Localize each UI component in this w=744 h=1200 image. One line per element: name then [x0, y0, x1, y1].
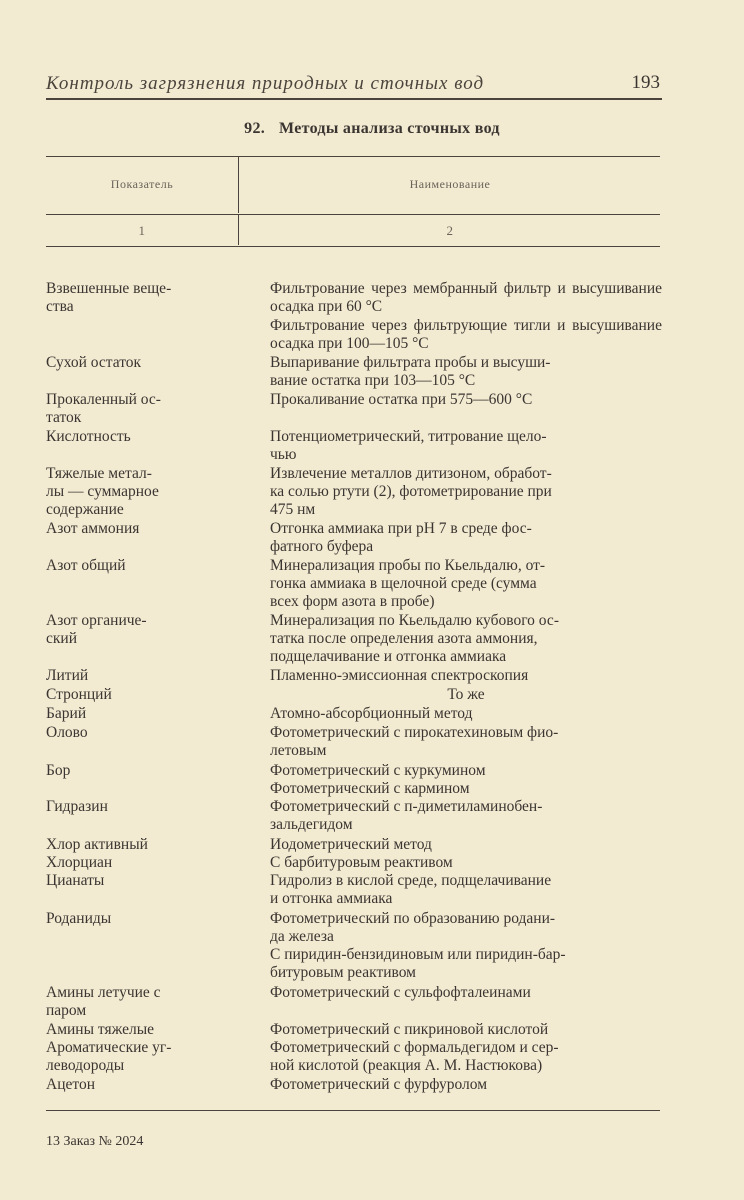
indicator-cell: Барий — [46, 705, 87, 722]
method-cell: Фотометрический с кармином — [270, 780, 470, 797]
indicator-cell: Амины тяжелые — [46, 1021, 154, 1038]
method-cell: Гидролиз в кислой среде, подщелачивание и отгонка аммиака — [270, 872, 552, 908]
indicator-cell: Взвешенные веще- ства — [46, 280, 172, 316]
indicator-cell: Кислотность — [46, 428, 131, 445]
indicator-cell: Ацетон — [46, 1076, 95, 1093]
indicator-cell: Амины летучие с паром — [46, 984, 161, 1020]
method-cell: Извлечение металлов дитизоном, обработ- ка солью ртути (2), фотометрирование при 475 нм — [270, 465, 552, 519]
indicator-cell: Хлор активный — [46, 836, 148, 853]
method-cell: Минерализация по Кьельдалю кубового ос- татка после определения азота аммония, подщелачивание и отгонка аммиака — [270, 612, 559, 666]
indicator-cell: Олово — [46, 724, 88, 741]
method-cell: Атомно-абсорбционный метод — [270, 705, 473, 722]
method-cell: Прокаливание остатка при 575—600 °C — [270, 391, 533, 408]
method-cell: Фотометрический с пирокатехиновым фио- летовым — [270, 724, 559, 760]
method-cell: Фотометрический с формальдегидом и сер- ной кислотой (реакция А. М. Настюкова) — [270, 1039, 559, 1075]
method-cell: Отгонка аммиака при pH 7 в среде фос- фатного буфера — [270, 520, 532, 556]
indicator-cell: Азот общий — [46, 557, 126, 574]
indicator-cell: Хлорциан — [46, 854, 113, 871]
indicator-cell: Тяжелые метал- лы — суммарное содержание — [46, 465, 159, 519]
method-cell: Фотометрический с сульфофталеинами — [270, 984, 531, 1001]
indicator-cell: Прокаленный ос- таток — [46, 391, 161, 427]
method-cell: Фильтрование через мембранный фильтр и высушивание осадка при 60 °C — [270, 280, 662, 316]
printer-signature: 13 Заказ № 2024 — [46, 1134, 144, 1149]
method-cell: То же — [447, 686, 485, 703]
method-cell: Фотометрический с п-диметиламинобен- зальдегидом — [270, 798, 543, 834]
method-cell: Фотометрический с пикриновой кислотой — [270, 1021, 549, 1038]
column-index-1: 1 — [138, 223, 146, 238]
indicator-cell: Роданиды — [46, 910, 112, 927]
column-index-2: 2 — [446, 223, 454, 238]
table-number: 92. — [244, 120, 266, 137]
method-cell: Пламенно-эмиссионная спектроскопия — [270, 667, 529, 684]
indicator-cell: Гидразин — [46, 798, 108, 815]
table-bottom-rule — [46, 1110, 660, 1111]
method-cell: С пиридин-бензидиновым или пиридин-бар- битуровым реактивом — [270, 946, 566, 982]
method-cell: Иодометрический метод — [270, 836, 432, 853]
method-cell: Фотометрический с куркумином — [270, 762, 486, 779]
indicator-cell: Ароматические уг- леводороды — [46, 1039, 172, 1075]
indicator-cell: Азот органиче- ский — [46, 612, 147, 648]
method-cell: Фотометрический с фурфуролом — [270, 1076, 488, 1093]
running-title: Контроль загрязнения природных и сточных вод — [46, 73, 485, 94]
method-cell: Фотометрический по образованию родани- да железа — [270, 910, 556, 946]
indicator-cell: Стронций — [46, 686, 112, 703]
indicator-cell: Цианаты — [46, 872, 105, 889]
indicator-cell: Сухой остаток — [46, 354, 142, 371]
page-number: 193 — [631, 72, 660, 93]
indicator-cell: Литий — [46, 667, 89, 684]
method-cell: Выпаривание фильтрата пробы и высуши- вание остатка при 103—105 °C — [270, 354, 551, 390]
indicator-cell: Бор — [46, 762, 71, 779]
column-header-indicator: Показатель — [110, 177, 174, 191]
method-cell: Потенциометрический, титрование щело- чью — [270, 428, 547, 464]
method-cell: Фильтрование через фильтрующие тигли и высушивание осадка при 100—105 °C — [270, 317, 662, 353]
method-cell: С барбитуровым реактивом — [270, 854, 453, 871]
table-title-text: Методы анализа сточных вод — [279, 120, 500, 137]
method-cell: Минерализация пробы по Кьельдалю, от- гонка аммиака в щелочной среде (сумма всех форм азота в пробе) — [270, 557, 546, 611]
column-header-name: Наименование — [409, 177, 491, 191]
indicator-cell: Азот аммония — [46, 520, 140, 537]
